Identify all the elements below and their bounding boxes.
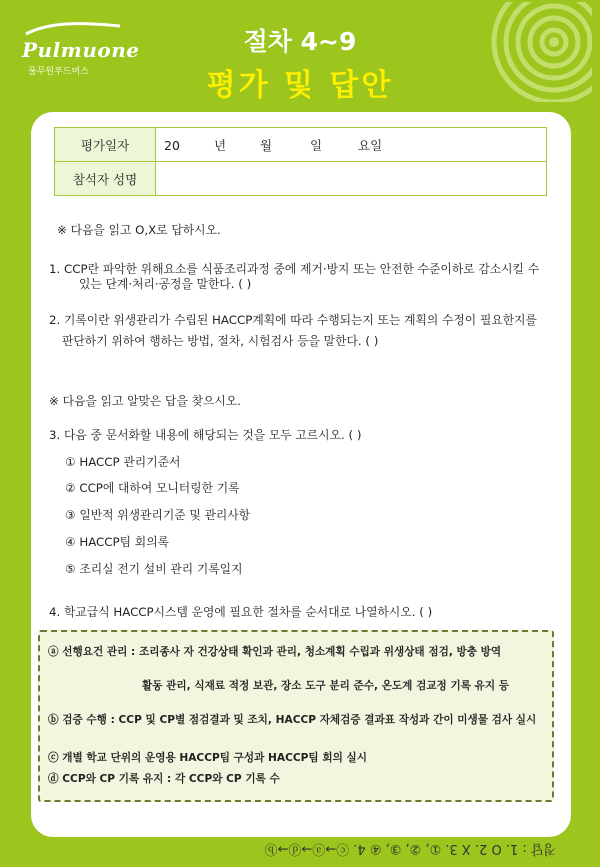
question-3-option-2: ② CCP에 대하여 모니터링한 기록 <box>65 481 240 495</box>
date-weekday-unit: 요일 <box>358 137 383 153</box>
logo-name: Pulmuone <box>22 38 140 62</box>
section1-instruction: ※ 다음을 읽고 O,X로 답하시오. <box>57 223 221 237</box>
date-month-unit: 월 <box>260 137 273 153</box>
procedure-steps-box <box>38 630 554 802</box>
date-label: 평가일자 <box>55 128 156 162</box>
page-title-main: 평가 및 답안 <box>206 68 394 103</box>
step-d: ⓓ CCP와 CP 기록 유지 : 각 CCP와 CP 기록 수 <box>48 773 280 785</box>
step-b: ⓑ 검증 수행 : CCP 및 CP별 점검결과 및 조치, HACCP 자체검증 결과표 작성과 간이 미생물 검사 실시 <box>48 714 537 726</box>
question-2-line2: 판단하기 위하여 행하는 방법, 절차, 시험검사 등을 말한다. ( ) <box>62 334 379 348</box>
attendee-field[interactable] <box>156 162 547 196</box>
question-3-option-3: ③ 일반적 위생관리기준 및 관리사항 <box>65 508 251 522</box>
step-a-line2: 활동 관리, 식재료 적정 보관, 장소 도구 분리 준수, 온도계 검교정 기록 유지 등 <box>142 680 510 692</box>
question-2-line1: 2. 기록이란 위생관리가 수립된 HACCP계획에 따라 수행되는지 또는 계획의 수정이 필요한지를 <box>49 313 537 327</box>
date-row <box>55 128 547 162</box>
date-day-unit: 일 <box>310 137 323 153</box>
date-year-unit: 년 <box>214 137 227 153</box>
question-3-option-1: ① HACCP 관리기준서 <box>65 455 181 469</box>
step-a-line1: ⓐ 선행요건 관리 : 조리종사 자 건강상태 확인과 관리, 청소계획 수립과 위생상태 점검, 방충 방역 <box>48 646 502 658</box>
logo-subtitle: 풀무원푸드머스 <box>28 67 89 77</box>
page-title-step: 절차 4~9 <box>243 27 357 56</box>
question-4: 4. 학교급식 HACCP시스템 운영에 필요한 절차를 순서대로 나열하시오. ( ) <box>49 605 433 619</box>
attendee-row <box>55 162 547 196</box>
question-1-line2: 있는 단계·처리·공정을 말한다. ( ) <box>79 277 252 291</box>
question-3: 3. 다음 중 문서화할 내용에 해당되는 것을 모두 고르시오. ( ) <box>49 428 362 442</box>
date-year-prefix: 20 <box>164 137 180 153</box>
question-3-option-5: ⑤ 조리실 전기 설비 관리 기록일지 <box>65 562 243 576</box>
step-c: ⓒ 개별 학교 단위의 운영용 HACCP팀 구성과 HACCP팀 회의 실시 <box>48 752 367 764</box>
attendee-label: 참석자 성명 <box>55 162 156 196</box>
question-3-option-4: ④ HACCP팀 회의록 <box>65 535 169 549</box>
question-1-line1: 1. CCP란 파악한 위해요소를 식품조리과정 중에 제거·방지 또는 안전한 수준이하로 감소시킬 수 <box>49 262 540 276</box>
section2-instruction: ※ 다음을 읽고 알맞은 답을 찾으시오. <box>49 394 241 408</box>
evaluation-card <box>31 112 571 837</box>
date-field[interactable] <box>156 128 547 162</box>
answer-key-upside-down: 정답 : 1. O 2. X 3. ①, ②, ③, ④ 4. ⓒ→ⓐ→ⓓ→ⓑ <box>264 841 556 856</box>
evaluation-info-table <box>54 127 547 196</box>
